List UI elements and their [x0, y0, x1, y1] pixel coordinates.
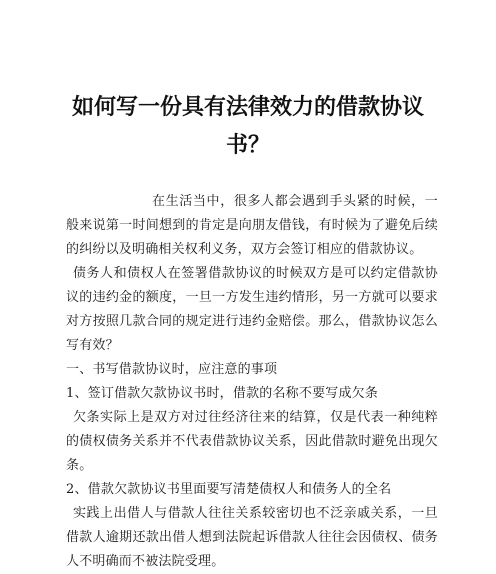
list-item-2-body: 实践上出借人与借款人往往关系较密切也不泛亲戚关系，一旦借款人逾期还款出借人想到法院起诉借款人往往会因债权、债务人不明确而不被法院受理。 — [66, 506, 438, 569]
document-title-line-2: 书？ — [225, 133, 270, 158]
document-body — [66, 190, 438, 574]
list-item-1-body: 欠条实际上是双方对过往经济往来的结算，仅是代表一种纯粹的债权债务关系并不代表借款协议关系，因此借款时避免出现欠条。 — [66, 410, 438, 473]
section-heading-notes: 一、书写借款协议时，应注意的事项 — [66, 362, 278, 377]
list-item-1-heading: 1、签订借款欠款协议书时，借款的名称不要写成欠条 — [66, 386, 379, 401]
list-item-2-heading: 2、借款欠款协议书里面要写清楚债权人和债务人的全名 — [66, 482, 392, 497]
paragraph-penalty: 债务人和债权人在签署借款协议的时候双方是可以约定借款协议的违约金的额度，一旦一方发生违约情形，另一方就可以要求对方按照几款合同的规定进行违约金赔偿。那么，借款协议怎么写有效？ — [66, 266, 438, 353]
document-title-line-1: 如何写一份具有法律效力的借款协议 — [71, 95, 424, 120]
paragraph-intro: 在生活当中，很多人都会遇到手头紧的时候，一般来说第一时间想到的肯定是向朋友借钱，有时候为了避免后续的纠纷以及明确相关权利义务，双方会签订相应的借款协议。 — [66, 194, 438, 257]
